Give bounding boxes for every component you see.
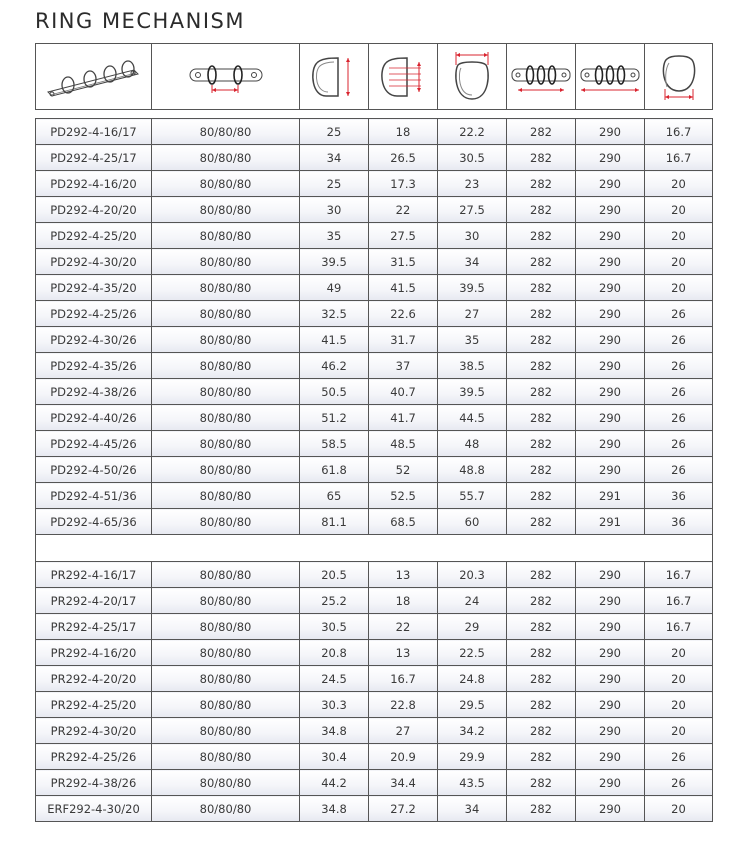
cell-c4: 282 — [507, 249, 576, 275]
cell-c6: 20 — [645, 640, 713, 666]
cell-c3: 39.5 — [438, 379, 507, 405]
cell-pitch: 80/80/80 — [152, 718, 300, 744]
header-model — [36, 44, 152, 110]
cell-c2: 17.3 — [369, 171, 438, 197]
ring-height-dimension-icon — [306, 52, 362, 102]
cell-model: PD292-4-38/26 — [36, 379, 152, 405]
cell-model: PR292-4-25/26 — [36, 744, 152, 770]
cell-c4: 282 — [507, 275, 576, 301]
header-c1 — [300, 44, 369, 110]
cell-pitch: 80/80/80 — [152, 327, 300, 353]
cell-c1: 61.8 — [300, 457, 369, 483]
cell-c4: 282 — [507, 431, 576, 457]
cell-c1: 30.5 — [300, 614, 369, 640]
cell-c2: 40.7 — [369, 379, 438, 405]
cell-c6: 20 — [645, 666, 713, 692]
table-row — [36, 145, 713, 171]
cell-model: PD292-4-40/26 — [36, 405, 152, 431]
cell-c6: 20 — [645, 718, 713, 744]
table-row — [36, 249, 713, 275]
cell-c4: 282 — [507, 562, 576, 588]
cell-pitch: 80/80/80 — [152, 640, 300, 666]
cell-pitch: 80/80/80 — [152, 562, 300, 588]
cell-c3: 29 — [438, 614, 507, 640]
cell-c1: 39.5 — [300, 249, 369, 275]
cell-c2: 27.2 — [369, 796, 438, 822]
cell-c5: 290 — [576, 197, 645, 223]
cell-c1: 51.2 — [300, 405, 369, 431]
cell-c2: 13 — [369, 640, 438, 666]
cell-model: PR292-4-30/20 — [36, 718, 152, 744]
cell-c3: 23 — [438, 171, 507, 197]
cell-c5: 290 — [576, 666, 645, 692]
cell-c1: 46.2 — [300, 353, 369, 379]
table-row — [36, 744, 713, 770]
table-row — [36, 562, 713, 588]
cell-c1: 20.5 — [300, 562, 369, 588]
cell-c1: 50.5 — [300, 379, 369, 405]
cell-model: PR292-4-25/20 — [36, 692, 152, 718]
table-row — [36, 614, 713, 640]
ring-mechanism-spec-table — [35, 43, 713, 822]
group-spacer-cell — [36, 110, 713, 119]
cell-c3: 34.2 — [438, 718, 507, 744]
ring-width-dimension-icon — [444, 49, 500, 105]
cell-c4: 282 — [507, 744, 576, 770]
cell-c4: 282 — [507, 614, 576, 640]
cell-c6: 36 — [645, 509, 713, 535]
cell-c4: 282 — [507, 692, 576, 718]
table-row — [36, 197, 713, 223]
cell-model: PD292-4-16/17 — [36, 119, 152, 145]
cell-c2: 18 — [369, 588, 438, 614]
cell-c3: 22.2 — [438, 119, 507, 145]
cell-c6: 16.7 — [645, 119, 713, 145]
cell-c6: 20 — [645, 197, 713, 223]
cell-c1: 20.8 — [300, 640, 369, 666]
cell-pitch: 80/80/80 — [152, 301, 300, 327]
cell-c6: 20 — [645, 796, 713, 822]
cell-c4: 282 — [507, 588, 576, 614]
header-pitch — [152, 44, 300, 110]
cell-c3: 38.5 — [438, 353, 507, 379]
cell-c5: 290 — [576, 171, 645, 197]
cell-c3: 30.5 — [438, 145, 507, 171]
cell-c5: 290 — [576, 119, 645, 145]
cell-c3: 48.8 — [438, 457, 507, 483]
cell-c1: 24.5 — [300, 666, 369, 692]
cell-model: PD292-4-51/36 — [36, 483, 152, 509]
cell-c4: 282 — [507, 483, 576, 509]
cell-c2: 52.5 — [369, 483, 438, 509]
table-row — [36, 431, 713, 457]
cell-pitch: 80/80/80 — [152, 588, 300, 614]
table-row — [36, 796, 713, 822]
cell-c3: 22.5 — [438, 640, 507, 666]
cell-c1: 41.5 — [300, 327, 369, 353]
cell-c5: 290 — [576, 718, 645, 744]
cell-c6: 20 — [645, 171, 713, 197]
cell-c3: 55.7 — [438, 483, 507, 509]
cell-c4: 282 — [507, 223, 576, 249]
cell-c5: 290 — [576, 353, 645, 379]
cell-c2: 16.7 — [369, 666, 438, 692]
cell-c4: 282 — [507, 301, 576, 327]
cell-c1: 30.3 — [300, 692, 369, 718]
cell-c2: 22 — [369, 614, 438, 640]
cell-c6: 16.7 — [645, 614, 713, 640]
cell-c6: 20 — [645, 249, 713, 275]
table-row — [36, 640, 713, 666]
cell-c6: 26 — [645, 431, 713, 457]
cell-c2: 22.6 — [369, 301, 438, 327]
cell-c1: 34 — [300, 145, 369, 171]
cell-c6: 26 — [645, 457, 713, 483]
cell-c3: 20.3 — [438, 562, 507, 588]
cell-pitch: 80/80/80 — [152, 666, 300, 692]
table-row — [36, 718, 713, 744]
table-row — [36, 770, 713, 796]
cell-c4: 282 — [507, 666, 576, 692]
cell-model: PD292-4-50/26 — [36, 457, 152, 483]
cell-c5: 290 — [576, 405, 645, 431]
cell-c2: 22.8 — [369, 692, 438, 718]
cell-c4: 282 — [507, 796, 576, 822]
table-row — [36, 379, 713, 405]
cell-c5: 290 — [576, 223, 645, 249]
cell-pitch: 80/80/80 — [152, 119, 300, 145]
cell-c5: 290 — [576, 301, 645, 327]
table-row — [36, 301, 713, 327]
cell-pitch: 80/80/80 — [152, 614, 300, 640]
cell-c2: 41.5 — [369, 275, 438, 301]
cell-c4: 282 — [507, 770, 576, 796]
cell-pitch: 80/80/80 — [152, 197, 300, 223]
cell-c6: 26 — [645, 327, 713, 353]
cell-pitch: 80/80/80 — [152, 457, 300, 483]
cell-c6: 16.7 — [645, 562, 713, 588]
cell-c1: 81.1 — [300, 509, 369, 535]
cell-pitch: 80/80/80 — [152, 483, 300, 509]
table-row — [36, 327, 713, 353]
cell-pitch: 80/80/80 — [152, 405, 300, 431]
group-spacer-cell — [36, 535, 713, 562]
cell-c3: 34 — [438, 249, 507, 275]
cell-model: PD292-4-35/26 — [36, 353, 152, 379]
cell-c5: 290 — [576, 796, 645, 822]
cell-c1: 35 — [300, 223, 369, 249]
cell-model: PR292-4-25/17 — [36, 614, 152, 640]
cell-c2: 41.7 — [369, 405, 438, 431]
cell-c6: 20 — [645, 692, 713, 718]
cell-c5: 290 — [576, 562, 645, 588]
cell-c1: 65 — [300, 483, 369, 509]
table-row — [36, 483, 713, 509]
base-length-dimension-icon — [510, 57, 572, 97]
cell-c2: 22 — [369, 197, 438, 223]
cell-pitch: 80/80/80 — [152, 744, 300, 770]
cell-c5: 290 — [576, 275, 645, 301]
cell-c4: 282 — [507, 509, 576, 535]
header-c4 — [507, 44, 576, 110]
cell-pitch: 80/80/80 — [152, 171, 300, 197]
cell-c5: 290 — [576, 640, 645, 666]
cell-model: PR292-4-16/17 — [36, 562, 152, 588]
cell-c2: 37 — [369, 353, 438, 379]
cell-model: ERF292-4-30/20 — [36, 796, 152, 822]
table-row — [36, 275, 713, 301]
cell-model: PD292-4-20/20 — [36, 197, 152, 223]
cell-c5: 291 — [576, 509, 645, 535]
cell-c2: 20.9 — [369, 744, 438, 770]
cell-c6: 26 — [645, 405, 713, 431]
table-row — [36, 509, 713, 535]
cell-c5: 290 — [576, 588, 645, 614]
cell-c3: 30 — [438, 223, 507, 249]
cell-c3: 27.5 — [438, 197, 507, 223]
cell-c1: 34.8 — [300, 718, 369, 744]
spec-table-body — [36, 110, 713, 822]
cell-c2: 27 — [369, 718, 438, 744]
cell-c1: 32.5 — [300, 301, 369, 327]
cell-model: PD292-4-45/26 — [36, 431, 152, 457]
cell-c3: 24 — [438, 588, 507, 614]
cell-pitch: 80/80/80 — [152, 275, 300, 301]
cell-model: PD292-4-30/26 — [36, 327, 152, 353]
cell-c4: 282 — [507, 353, 576, 379]
cell-c6: 26 — [645, 379, 713, 405]
cell-c6: 26 — [645, 353, 713, 379]
cell-pitch: 80/80/80 — [152, 509, 300, 535]
table-row — [36, 171, 713, 197]
page-title: RING MECHANISM — [35, 9, 245, 33]
cell-model: PD292-4-35/20 — [36, 275, 152, 301]
cell-pitch: 80/80/80 — [152, 353, 300, 379]
cell-c6: 36 — [645, 483, 713, 509]
cell-c2: 31.7 — [369, 327, 438, 353]
cell-c1: 25.2 — [300, 588, 369, 614]
cell-pitch: 80/80/80 — [152, 431, 300, 457]
cell-c2: 18 — [369, 119, 438, 145]
cell-c3: 48 — [438, 431, 507, 457]
cell-c3: 60 — [438, 509, 507, 535]
cell-c6: 20 — [645, 223, 713, 249]
cell-c5: 290 — [576, 327, 645, 353]
cell-c1: 30 — [300, 197, 369, 223]
cell-c2: 34.4 — [369, 770, 438, 796]
cell-c4: 282 — [507, 145, 576, 171]
cell-c1: 25 — [300, 171, 369, 197]
cell-c3: 24.8 — [438, 666, 507, 692]
cell-model: PD292-4-30/20 — [36, 249, 152, 275]
cell-c3: 39.5 — [438, 275, 507, 301]
cell-model: PD292-4-16/20 — [36, 171, 152, 197]
header-c5 — [576, 44, 645, 110]
cell-c5: 291 — [576, 483, 645, 509]
cell-pitch: 80/80/80 — [152, 223, 300, 249]
ring-inner-height-dimension-icon — [375, 52, 431, 102]
cell-pitch: 80/80/80 — [152, 249, 300, 275]
cell-c4: 282 — [507, 119, 576, 145]
cell-c2: 26.5 — [369, 145, 438, 171]
cell-c3: 29.9 — [438, 744, 507, 770]
cell-c2: 48.5 — [369, 431, 438, 457]
cell-c6: 20 — [645, 275, 713, 301]
cell-pitch: 80/80/80 — [152, 145, 300, 171]
cell-c5: 290 — [576, 770, 645, 796]
cell-model: PR292-4-38/26 — [36, 770, 152, 796]
table-row — [36, 457, 713, 483]
header-c2 — [369, 44, 438, 110]
cell-model: PD292-4-25/26 — [36, 301, 152, 327]
cell-c4: 282 — [507, 327, 576, 353]
table-row — [36, 588, 713, 614]
table-row — [36, 405, 713, 431]
cell-c2: 68.5 — [369, 509, 438, 535]
cell-model: PR292-4-16/20 — [36, 640, 152, 666]
header-c3 — [438, 44, 507, 110]
cell-c4: 282 — [507, 640, 576, 666]
table-row — [36, 692, 713, 718]
cell-model: PD292-4-25/17 — [36, 145, 152, 171]
cell-c4: 282 — [507, 197, 576, 223]
cell-c2: 52 — [369, 457, 438, 483]
cell-c1: 34.8 — [300, 796, 369, 822]
cell-c2: 27.5 — [369, 223, 438, 249]
cell-c4: 282 — [507, 379, 576, 405]
cell-c4: 282 — [507, 171, 576, 197]
overall-length-dimension-icon — [579, 57, 641, 97]
cell-pitch: 80/80/80 — [152, 796, 300, 822]
cell-c5: 290 — [576, 145, 645, 171]
cell-c3: 34 — [438, 796, 507, 822]
cell-c2: 31.5 — [369, 249, 438, 275]
ring-mechanism-perspective-icon — [42, 52, 146, 102]
cell-c1: 49 — [300, 275, 369, 301]
cell-c5: 290 — [576, 692, 645, 718]
cell-c3: 44.5 — [438, 405, 507, 431]
cell-c1: 58.5 — [300, 431, 369, 457]
group-spacer — [36, 110, 713, 119]
header-c6 — [645, 44, 713, 110]
cell-c5: 290 — [576, 249, 645, 275]
cell-model: PD292-4-25/20 — [36, 223, 152, 249]
cell-c6: 26 — [645, 301, 713, 327]
cell-c1: 25 — [300, 119, 369, 145]
cell-c4: 282 — [507, 457, 576, 483]
cell-c5: 290 — [576, 744, 645, 770]
cell-pitch: 80/80/80 — [152, 692, 300, 718]
cell-pitch: 80/80/80 — [152, 379, 300, 405]
table-row — [36, 353, 713, 379]
cell-model: PR292-4-20/20 — [36, 666, 152, 692]
cell-c4: 282 — [507, 718, 576, 744]
cell-c6: 26 — [645, 744, 713, 770]
cell-c3: 29.5 — [438, 692, 507, 718]
cell-pitch: 80/80/80 — [152, 770, 300, 796]
cell-c5: 290 — [576, 457, 645, 483]
table-row — [36, 223, 713, 249]
cell-c6: 16.7 — [645, 145, 713, 171]
cell-c3: 43.5 — [438, 770, 507, 796]
header-row — [36, 44, 713, 110]
cell-c5: 290 — [576, 431, 645, 457]
cell-c6: 16.7 — [645, 588, 713, 614]
cell-model: PD292-4-65/36 — [36, 509, 152, 535]
cell-c5: 290 — [576, 379, 645, 405]
cell-c3: 27 — [438, 301, 507, 327]
ring-spacing-dimension-icon — [186, 57, 266, 97]
cell-c5: 290 — [576, 614, 645, 640]
table-row — [36, 666, 713, 692]
group-spacer — [36, 535, 713, 562]
cell-model: PR292-4-20/17 — [36, 588, 152, 614]
ring-base-width-dimension-icon — [653, 51, 705, 103]
cell-c6: 26 — [645, 770, 713, 796]
cell-c3: 35 — [438, 327, 507, 353]
cell-c2: 13 — [369, 562, 438, 588]
cell-c1: 30.4 — [300, 744, 369, 770]
cell-c4: 282 — [507, 405, 576, 431]
table-row — [36, 119, 713, 145]
cell-c1: 44.2 — [300, 770, 369, 796]
